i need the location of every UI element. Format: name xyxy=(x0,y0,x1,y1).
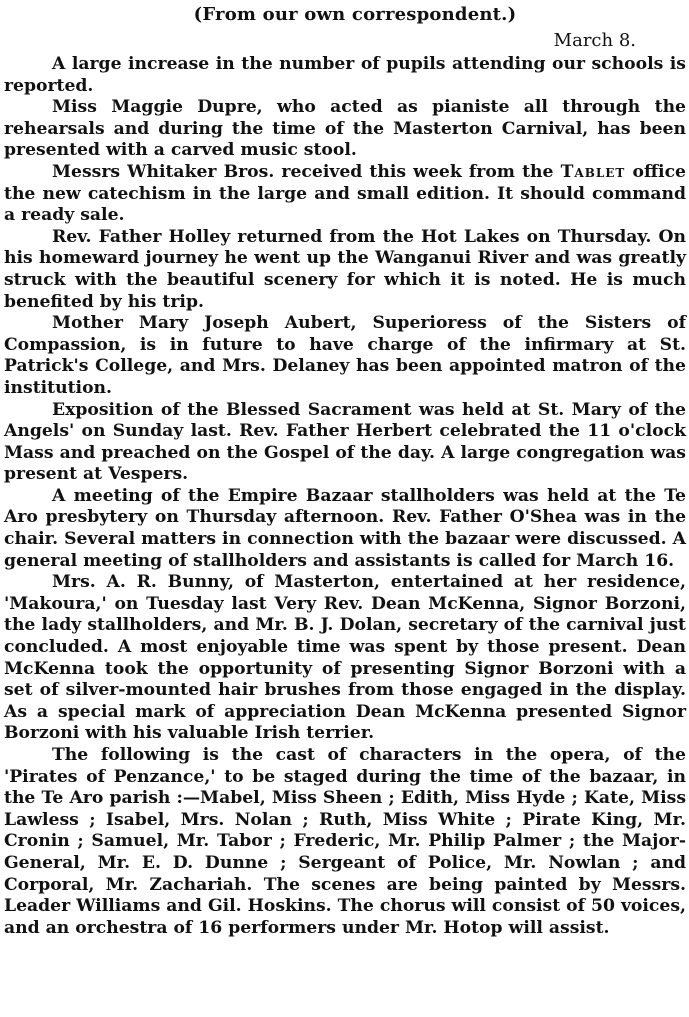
paragraph-exposition: Exposition of the Blessed Sacrament was held at St. Mary of the Angels' on Sunday last. Rev. Father Herbert celebrated the 11 o'clock Mass and preached on the Gospel of the day. A large congregation was present at Vespers. xyxy=(4,399,686,485)
catechism-text-before: Messrs Whitaker Bros. received this week from the xyxy=(52,161,561,182)
catechism-text-after: office the new catechism in the large and small edition. It should command a ready sale. xyxy=(4,161,686,226)
tablet-masthead-name: Tablet xyxy=(560,161,626,182)
correspondent-heading: (From our own correspondent.) xyxy=(193,4,517,25)
newspaper-column xyxy=(4,4,686,939)
paragraph-music-stool: Miss Maggie Dupre, who acted as pianiste all through the rehearsals and during the time of the Masterton Carnival, has been presented with a carved music stool. xyxy=(4,97,686,161)
paragraph-bazaar-meeting: A meeting of the Empire Bazaar stallholders was held at the Te Aro presbytery on Thursday afternoon. Rev. Father O'Shea was in the chair. Several matters in connection with the bazaar were discussed. A general meeting of stallholders and assistants is called for March 16. xyxy=(4,485,686,571)
dateline: March 8. xyxy=(553,30,636,51)
paragraph-opera-cast: The following is the cast of characters in the opera, of the 'Pirates of Penzance,' to be staged during the time of the bazaar, in the Te Aro parish :—Mabel, Miss Sheen ; Edith, Miss Hyde ; Kate, Miss Lawless ; Isabel, Mrs. Nolan ; Ruth, Miss White ; Pirate King, Mr. Cronin ; Samuel, Mr. Tabor ; Frederic, Mr. Philip Palmer ; the Major-General, Mr. E. D. Dunne ; Sergeant of Police, Mr. Nowlan ; and Corporal, Mr. Zachariah. The scenes are being painted by Messrs. Leader Williams and Gil. Hoskins. The chorus will consist of 50 voices, and an orchestra of 16 performers under Mr. Hotop will assist. xyxy=(4,745,686,938)
paragraph-mother-aubert: Mother Mary Joseph Aubert, Superioress of the Sisters of Compassion, is in future to have charge of the infirmary at St. Patrick's College, and Mrs. Delaney has been appointed matron of the institution. xyxy=(4,313,686,398)
paragraph-father-holley: Rev. Father Holley returned from the Hot Lakes on Thursday. On his homeward journey he went up the Wanganui River and was greatly struck with the beautiful scenery for which it is noted. He is much benefited by his trip. xyxy=(4,226,686,312)
paragraph-school-pupils: A large increase in the number of pupils attending our schools is reported. xyxy=(4,54,686,96)
paragraph-makoura-reception: Mrs. A. R. Bunny, of Masterton, entertained at her residence, 'Makoura,' on Tuesday last Very Rev. Dean McKenna, Signor Borzoni, the lady stallholders, and Mr. B. J. Dolan, secretary of the carnival just concluded. A most enjoyable time was spent by those present. Dean McKenna took the opportunity of presenting Signor Borzoni with a set of silver-mounted hair brushes from those engaged in the display. As a special mark of appreciation Dean McKenna presented Signor Borzoni with his valuable Irish terrier. xyxy=(4,572,686,744)
paragraph-catechism xyxy=(4,162,686,227)
